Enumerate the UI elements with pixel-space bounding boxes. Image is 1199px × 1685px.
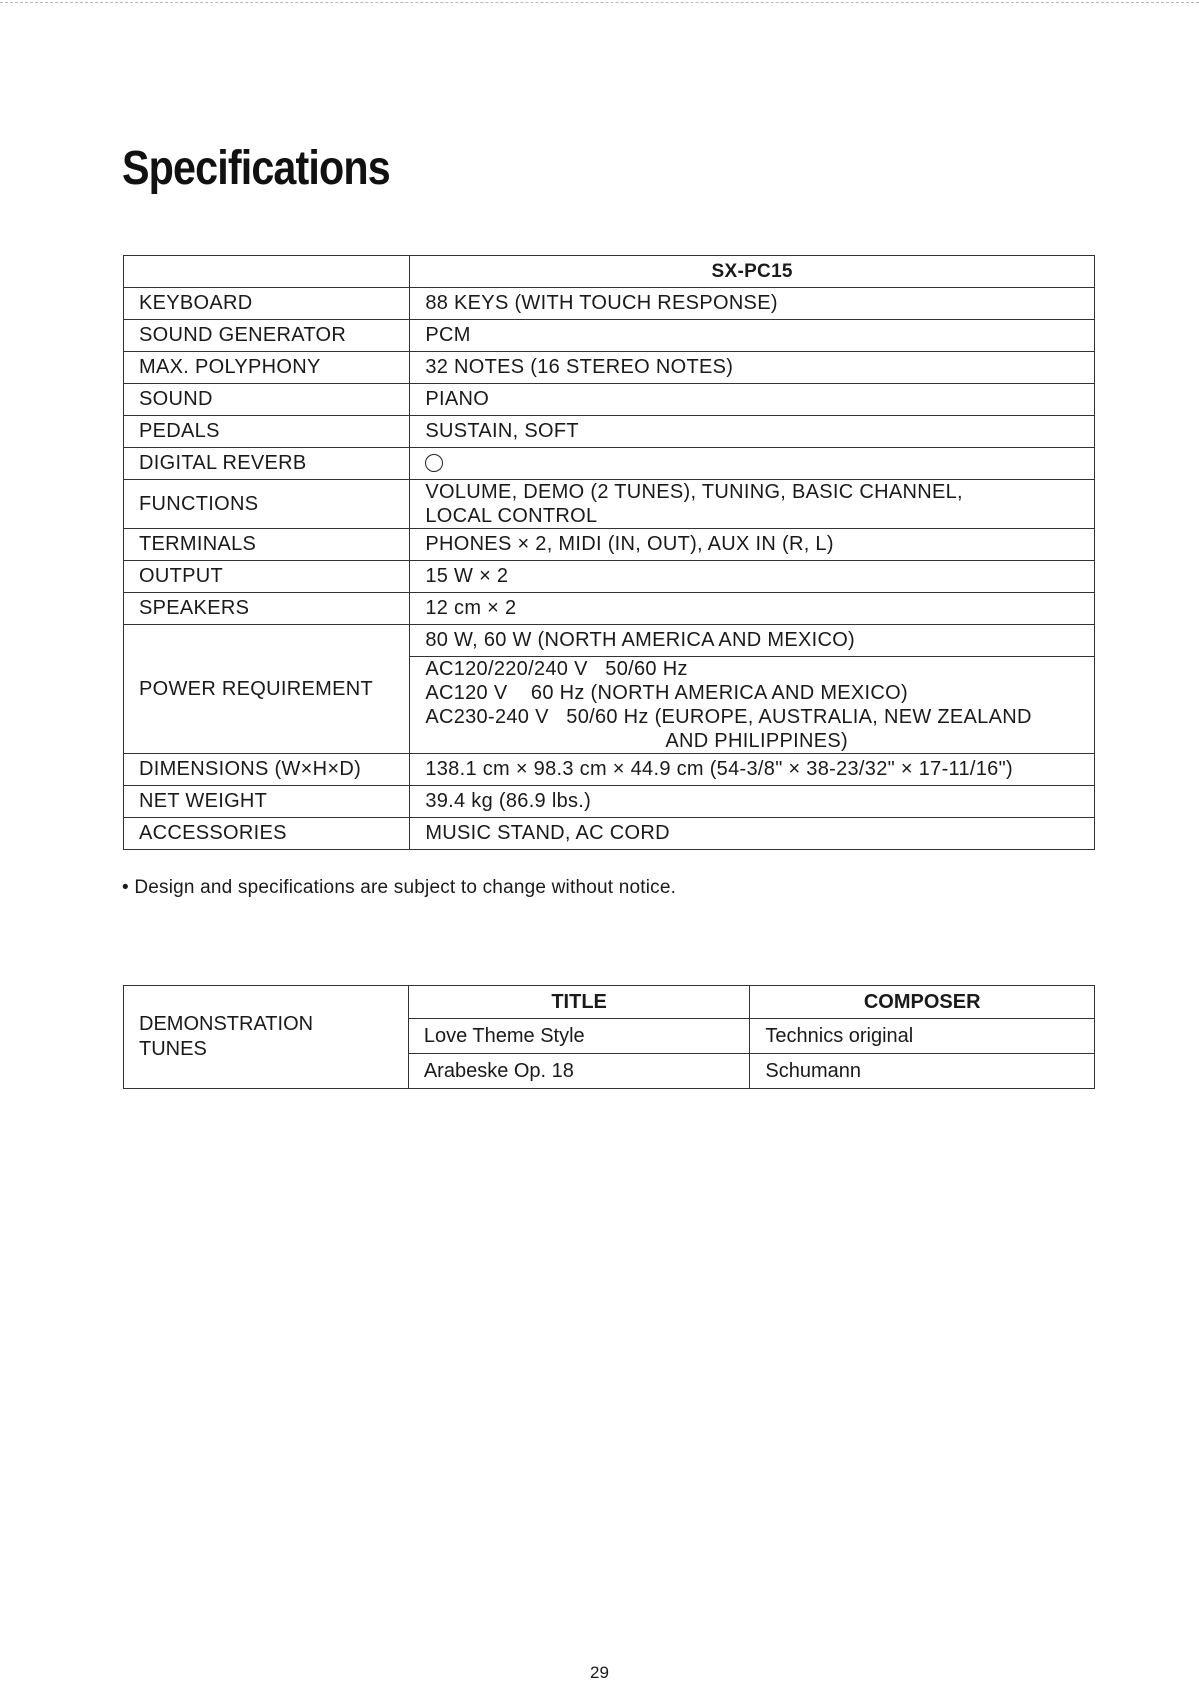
tune-composer: Technics original: [750, 1019, 1095, 1054]
spec-row-pedals: [124, 416, 1095, 448]
spec-value: PIANO: [410, 384, 1095, 416]
top-rule: [0, 2, 1199, 3]
spec-label: FUNCTIONS: [124, 480, 410, 529]
power-line-4: AND PHILIPPINES): [665, 730, 848, 752]
spec-row-power-consumption: [124, 625, 1095, 657]
spec-label: POWER REQUIREMENT: [124, 625, 410, 754]
spec-label: NET WEIGHT: [124, 786, 410, 818]
spec-value: 12 cm × 2: [410, 593, 1095, 625]
spec-label: ACCESSORIES: [124, 818, 410, 850]
power-line-3: AC230-240 V 50/60 Hz (EUROPE, AUSTRALIA, NEW ZEALAND: [425, 706, 1032, 728]
title-column-header: TITLE: [408, 986, 750, 1019]
spec-row-terminals: [124, 529, 1095, 561]
tune-title: Love Theme Style: [408, 1019, 750, 1054]
spec-value: 88 KEYS (WITH TOUCH RESPONSE): [410, 288, 1095, 320]
spec-label: TERMINALS: [124, 529, 410, 561]
spec-label: OUTPUT: [124, 561, 410, 593]
spec-header-row: [124, 256, 1095, 288]
demo-header-row: [124, 986, 1095, 1019]
spec-row-max-polyphony: [124, 352, 1095, 384]
spec-value: 80 W, 60 W (NORTH AMERICA AND MEXICO): [410, 625, 1095, 657]
disclaimer-note: • Design and specifications are subject to change without notice.: [122, 877, 677, 898]
spec-label: SOUND: [124, 384, 410, 416]
spec-label: SPEAKERS: [124, 593, 410, 625]
spec-label: DIMENSIONS (W×H×D): [124, 754, 410, 786]
spec-row-accessories: [124, 818, 1095, 850]
spec-row-speakers: [124, 593, 1095, 625]
reverb-available-icon: [425, 454, 443, 472]
composer-column-header: COMPOSER: [750, 986, 1095, 1019]
spec-row-keyboard: [124, 288, 1095, 320]
functions-line-2: LOCAL CONTROL: [425, 505, 598, 527]
spec-row-sound: [124, 384, 1095, 416]
spec-value: SUSTAIN, SOFT: [410, 416, 1095, 448]
spec-value: PCM: [410, 320, 1095, 352]
specifications-table: [123, 255, 1095, 850]
spec-value: 32 NOTES (16 STEREO NOTES): [410, 352, 1095, 384]
spec-value: [410, 480, 1095, 529]
tune-title: Arabeske Op. 18: [408, 1054, 750, 1089]
spec-label: SOUND GENERATOR: [124, 320, 410, 352]
model-name: SX-PC15: [410, 256, 1095, 288]
functions-line-1: VOLUME, DEMO (2 TUNES), TUNING, BASIC CHANNEL,: [425, 481, 963, 503]
spec-row-sound-generator: [124, 320, 1095, 352]
spec-value: MUSIC STAND, AC CORD: [410, 818, 1095, 850]
power-line-1: AC120/220/240 V 50/60 Hz: [425, 658, 688, 680]
demo-label-line-1: DEMONSTRATION: [139, 1013, 314, 1035]
spec-value: [410, 448, 1095, 480]
page-number: 29: [590, 1663, 609, 1682]
demonstration-tunes-table: [123, 985, 1095, 1089]
spec-value: PHONES × 2, MIDI (IN, OUT), AUX IN (R, L): [410, 529, 1095, 561]
spec-row-functions: [124, 480, 1095, 529]
spec-row-digital-reverb: [124, 448, 1095, 480]
spec-header-blank: [124, 256, 410, 288]
demo-label-line-2: TUNES: [139, 1038, 207, 1060]
spec-label: PEDALS: [124, 416, 410, 448]
spec-label: KEYBOARD: [124, 288, 410, 320]
tune-composer: Schumann: [750, 1054, 1095, 1089]
spec-row-net-weight: [124, 786, 1095, 818]
demo-label: [124, 986, 409, 1089]
spec-label: MAX. POLYPHONY: [124, 352, 410, 384]
spec-value: 15 W × 2: [410, 561, 1095, 593]
spec-value: 138.1 cm × 98.3 cm × 44.9 cm (54-3/8" × 38-23/32" × 17-11/16"): [410, 754, 1095, 786]
spec-row-output: [124, 561, 1095, 593]
power-line-2: AC120 V 60 Hz (NORTH AMERICA AND MEXICO): [425, 682, 908, 704]
spec-value: [410, 657, 1095, 754]
spec-value: 39.4 kg (86.9 lbs.): [410, 786, 1095, 818]
page-title: Specifications: [122, 142, 390, 195]
spec-label: DIGITAL REVERB: [124, 448, 410, 480]
spec-row-dimensions: [124, 754, 1095, 786]
